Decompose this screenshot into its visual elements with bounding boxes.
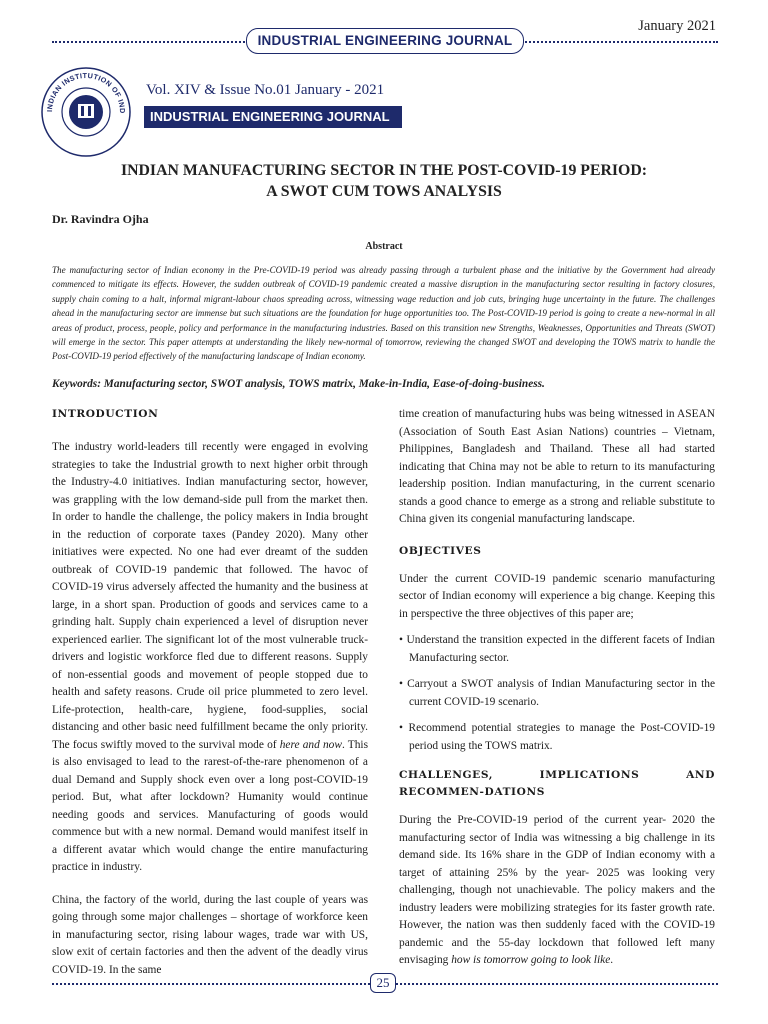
objective-text-3: Recommend potential strategies to manage the Post-COVID-19 period using the TOWS matrix. bbox=[408, 722, 715, 752]
keywords: Keywords: Manufacturing sector, SWOT analysis, TOWS matrix, Make-in-India, Ease-of-doing-business. bbox=[52, 378, 545, 390]
article-title-line2: A SWOT CUM TOWS ANALYSIS bbox=[266, 183, 502, 200]
objective-bullet-1 bbox=[399, 632, 715, 667]
abstract-heading: Abstract bbox=[365, 241, 403, 252]
intro-paragraph-1 bbox=[52, 439, 368, 877]
intro-paragraph-2: China, the factory of the world, during the last couple of years was going through some major challenges – shortage of workforce keen in manufacturing sector, rising labour wages, trade war with US, slow exit of certain factories and then the advent of the deadly virus COVID-19. In the same bbox=[52, 893, 368, 976]
header-date: January 2021 bbox=[638, 18, 716, 34]
footer-rule-right bbox=[396, 983, 718, 985]
bullet-symbol: • bbox=[399, 722, 403, 734]
challenges-paragraph bbox=[399, 812, 715, 970]
footer-rule-left bbox=[52, 983, 370, 985]
objective-bullet-3 bbox=[399, 720, 715, 755]
continued-paragraph: time creation of manufacturing hubs was being witnessed in ASEAN (Association of South East Asian Nations) countries – Vietnam, Philippines, Bangladesh and Thailand. These all had started indicating that China may not be able to return to its manufacturing leadership position. Indian manufacturing, in the current scenario stands a good chance to emerge as a strong and reliable substitute to China given its congenial manufacturing landscape. bbox=[399, 408, 715, 525]
objectives-intro: Under the current COVID-19 pandemic scenario manufacturing sector of Indian economy will experience a big change. Keeping this in perspective the three objectives of this paper are; bbox=[399, 572, 715, 620]
article-author: Dr. Ravindra Ojha bbox=[52, 212, 149, 226]
challenges-text-b: . bbox=[610, 954, 614, 966]
article-title bbox=[40, 160, 728, 202]
intro-paragraph-1-text-b: . This is also envisaged to lead to the rarest-of-the-rare phenomenon of a dual Demand and Supply shock even over a long post-COVID-19 period. But, what after lockdown? Humanity would continue needing goods and services. Manufacturing of goods would commence but with a new normal. Demand would manifest itself in a different avatar which would change the entire manufacturing practice in industry. bbox=[52, 738, 369, 873]
svg-text:INDIAN INSTITUTION OF INDUSTRI: INDIAN INSTITUTION OF IND bbox=[44, 70, 128, 114]
volume-issue: Vol. XIV & Issue No.01 January - 2021 bbox=[146, 82, 385, 98]
left-column bbox=[52, 406, 368, 979]
objective-text-2: Carryout a SWOT analysis of Indian Manufacturing sector in the current COVID-19 scenario. bbox=[407, 678, 715, 708]
challenges-text-a: During the Pre-COVID-19 period of the current year- 2020 the manufacturing sector of India was witnessing a big challenge in its demand side. Its 16% share in the GDP of Indian economy with a target of attaining 25% by the year- 2025 was looking very challenging, though not unachievable. The policy makers and the industry leaders were mobilizing strategies for its faster growth rate. However, the nation was then suddenly faced with the COVID-19 pandemic and the 55-day lockdown that followed left many envisaging bbox=[399, 814, 715, 966]
article-title-line1: INDIAN MANUFACTURING SECTOR IN THE POST-COVID-19 PERIOD: bbox=[120, 162, 648, 179]
journal-name-bar: INDUSTRIAL ENGINEERING JOURNAL bbox=[144, 106, 402, 128]
section-heading-challenges: CHALLENGES, IMPLICATIONS AND RECOMMEN-DATIONS bbox=[399, 769, 715, 798]
right-column bbox=[399, 406, 715, 970]
intro-paragraph-1-text-a: The industry world-leaders till recently were engaged in evolving strategies to take the Industrial growth to next higher orbit through the Industry-4.0 initiatives. Indian manufacturing sector, however, was grappling with the low demand-side pull from the market then. In order to handle the challenge, the policy makers in India brought in the reduction of corporate taxes (Pandey 2020). Many other initiatives were expected. No one had ever dreamt of the sudden outbreak of COVID-19 pandemic that followed. The havoc of COVID-19 virus adversely affected the humanity and the business at large, in a short span. Production of goods and services came to a grinding halt. Supply chain experienced a level of disruption never experienced earlier. The significant lot of the most vulnerable truck-drivers and logistic workforce fled due to different reasons. Supply of non-essential goods and movement of people stopped due to health and safety reasons. Crude oil price plummeted to zero level. Life-protection, health-care, hygiene, food-supplies, social distancing and other basic need fulfillment became the only priority. The focus swiftly moved to the survival mode of bbox=[52, 441, 368, 751]
challenges-emphasis: how is tomorrow going to look like bbox=[451, 954, 611, 966]
header-rule-left bbox=[52, 41, 248, 43]
header-banner-label: INDUSTRIAL ENGINEERING JOURNAL bbox=[257, 33, 513, 48]
objective-bullet-2 bbox=[399, 676, 715, 711]
intro-paragraph-1-emphasis: here and now bbox=[279, 738, 342, 751]
abstract-text: The manufacturing sector of Indian economy in the Pre-COVID-19 period was already passing through a turbulent phase and the initiative by the Government had already commenced to mitigate its effects. However, the sudden outbreak of COVID-19 pandemic created a massive disruption in the manufacturing sector resulting in factory closures, supply chain coming to a halt, informal migrant-labour chaos spreading across, witnessing wage reduction and job cuts, bringing huge uncertainty in the future. The challenges ahead in the manufacturing sector are immense but such situations are the foundation for huge opportunities too. The Post-COVID-19 period is going to create a new-normal in all areas of product, process, people, policy and performance in the manufacturing industries. Based on this transition new Strengths, Weaknesses, Opportunities and Threats (SWOT) will emerge in the sector. This paper attempts at understanding the likely new-normal of tomorrow, reviewing the changed SWOT and developing the TOWS matrix to handle the Post-COVID-19 period effectively of the manufacturing landscape of Indian economy. bbox=[52, 265, 715, 362]
objective-text-1: Understand the transition expected in the different facets of Indian Manufacturing sector. bbox=[406, 634, 715, 664]
section-heading-introduction: INTRODUCTION bbox=[52, 408, 159, 420]
page-number: 25 bbox=[370, 973, 396, 993]
section-heading-objectives: OBJECTIVES bbox=[399, 544, 482, 557]
header-rule-right bbox=[522, 41, 718, 43]
bullet-symbol: • bbox=[399, 678, 403, 690]
bullet-symbol: • bbox=[399, 634, 403, 646]
institution-seal-logo bbox=[38, 64, 134, 160]
header-banner bbox=[246, 28, 524, 54]
